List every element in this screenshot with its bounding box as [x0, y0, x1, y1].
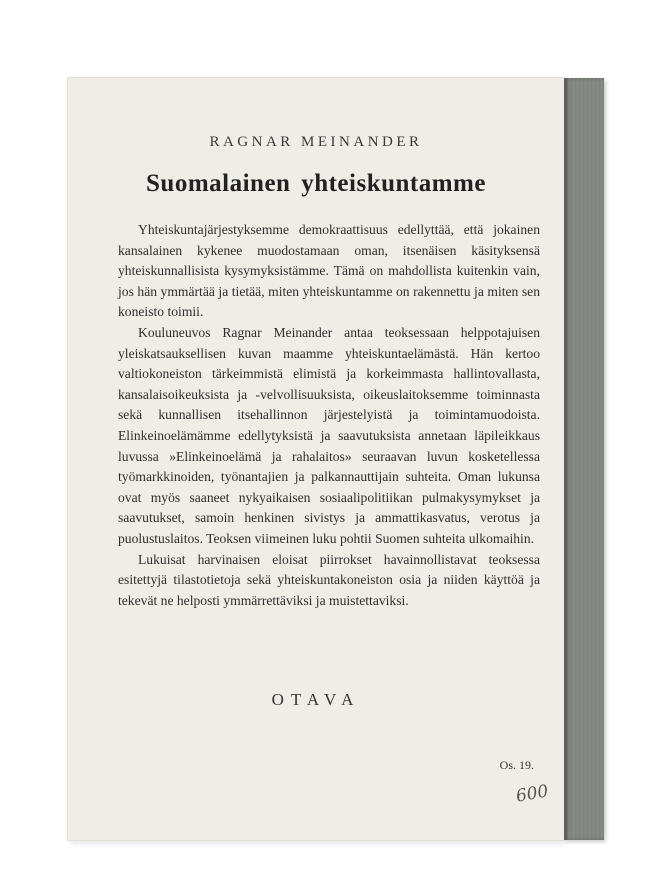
spine-edge: [564, 78, 567, 840]
publisher-name: OTAVA: [271, 690, 361, 709]
blurb-paragraph-3: Lukuisat harvinaisen eloisat piirrokset havainnollistavat teoksessa esitettyjä tilastotietoja sekä yhteiskuntakoneiston osia ja niiden käyttöä ja tekevät ne helposti ymmärrettäviksi ja muistettaviksi.: [118, 551, 540, 608]
book-title: Suomalainen yhteiskuntamme: [146, 170, 486, 197]
handwritten-price-note: 600: [514, 781, 550, 807]
book-spine: [564, 78, 604, 840]
author-name: RAGNAR MEINANDER: [209, 134, 423, 150]
blurb-paragraph-1: Yhteiskuntajärjestyksemme demokraattisuus edellyttää, että jokainen kansalainen kykenee muodostamaan oman, itsenäisen käsityksensä yhteiskunnallisista kysymyksistämme. Tämä on mahdollista kuitenkin vain, jos hän ymmärtää ja tietää, miten yhteiskuntamme on rakennettu ja miten sen koneisto toimii.: [118, 222, 540, 320]
blurb-text: [118, 220, 540, 611]
blurb-paragraph-2: Kouluneuvos Ragnar Meinander antaa teoksessaan helppotajuisen yleiskatsauksellisen kuvan maamme yhteiskuntaelämästä. Hän kertoo valtiokoneiston tärkeimmistä elimistä ja korkeimmasta hallintovallasta, kansalaisoikeuksista ja -velvollisuuksista, oikeuslaitoksemme toiminnasta sekä kunnallisen itsehallinnon järjestelyistä ja toimintamuodoista. Elinkeinoelämämme edellytyksistä ja saavutuksista annetaan läpileikkaus luvussa »Elinkeinoelämä ja rahalaitos» seuraavan luvun kosketellessa työmarkkinoiden, työnantajien ja palkannauttijain suhteita. Oman lukunsa ovat myös saaneet nykyaikaisen sosiaalipolitiikan pulmakysymykset ja saavutukset, samoin henkinen sivistys ja ammattikasvatus, verotus ja puolustuslaitos. Teoksen viimeinen luku pohtii Suomen suhteita ulkomaihin.: [118, 324, 540, 546]
catalog-code: Os. 19.: [499, 758, 534, 772]
book-back-cover: [68, 78, 564, 840]
